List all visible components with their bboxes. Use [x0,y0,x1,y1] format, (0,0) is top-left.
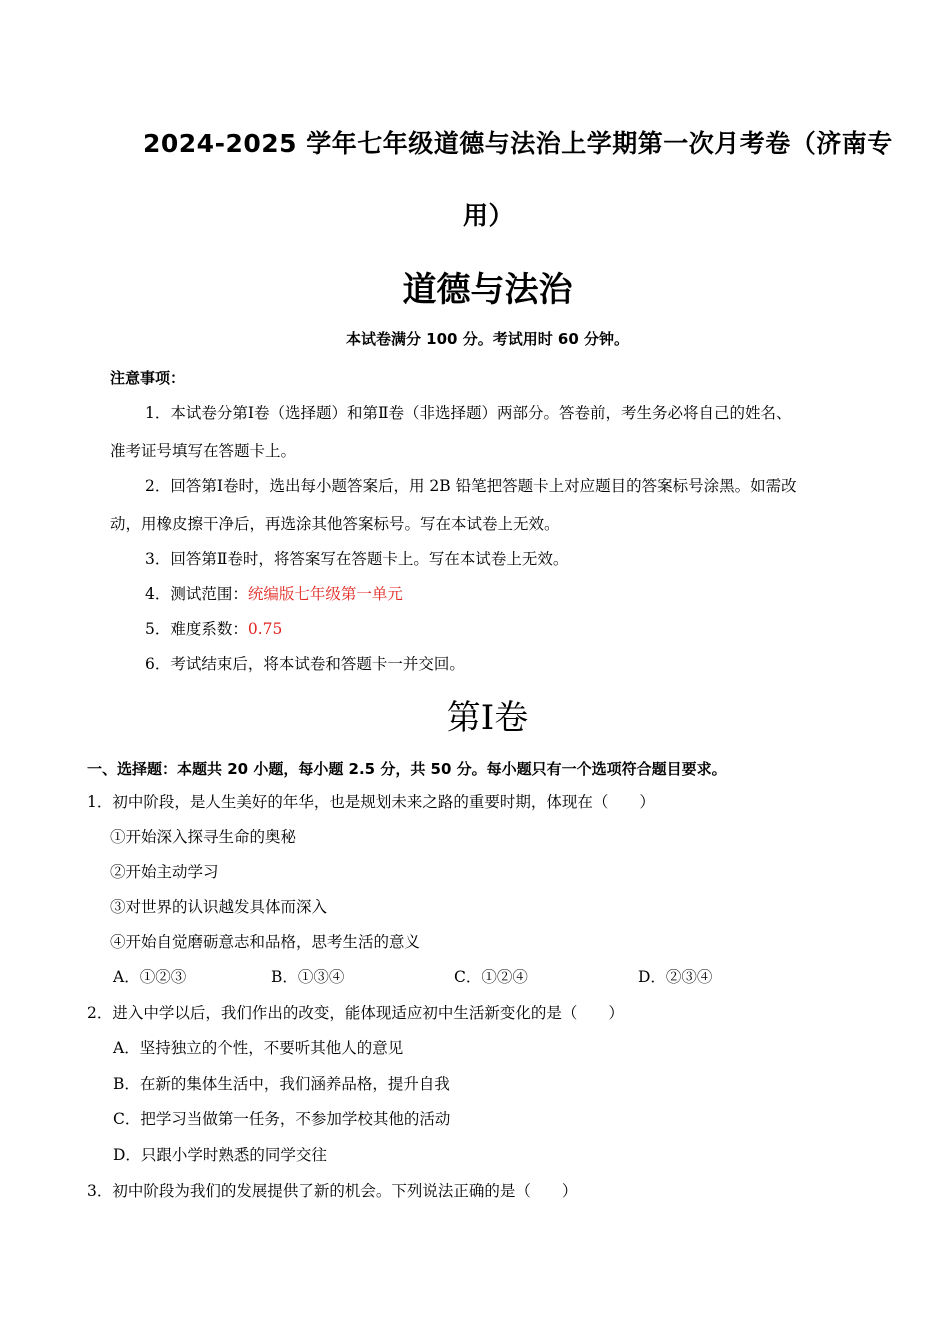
notice-item-5-label: 5．难度系数： [145,620,248,638]
question-1-option-c: C．①②④ [454,968,528,986]
notice-item-6: 6．考试结束后，将本试卷和答题卡一并交回。 [145,655,465,673]
question-1-stem: 1．初中阶段，是人生美好的年华，也是规划未来之路的重要时期，体现在（ ） [87,793,655,811]
question-1-option-a: A．①②③ [113,968,187,986]
question-2-option-a: A．坚持独立的个性，不要听其他人的意见 [113,1039,404,1057]
question-1-statement-4: ④开始自觉磨砺意志和品格，思考生活的意义 [110,933,421,951]
question-1-option-d: D．②③④ [638,968,713,986]
notice-heading: 注意事项： [110,369,186,387]
notice-item-4 [145,582,403,604]
question-1-statement-3: ③对世界的认识越发具体而深入 [110,898,328,916]
question-1-statement-1: ①开始深入探寻生命的奥秘 [110,828,297,846]
notice-item-1-line2: 准考证号填写在答题卡上。 [110,442,297,460]
question-2-option-b: B．在新的集体生活中，我们涵养品格，提升自我 [113,1075,450,1093]
notice-item-3: 3．回答第Ⅱ卷时，将答案写在答题卡上。写在本试卷上无效。 [145,550,569,568]
exam-info: 本试卷满分 100 分。考试用时 60 分钟。 [345,330,630,348]
question-2-option-c: C．把学习当做第一任务，不参加学校其他的活动 [113,1110,451,1128]
question-1-option-b: B．①③④ [271,968,345,986]
question-2-stem: 2．进入中学以后，我们作出的改变，能体现适应初中生活新变化的是（ ） [87,1004,624,1022]
question-1-statement-2: ②开始主动学习 [110,863,219,881]
notice-item-4-value: 统编版七年级第一单元 [247,585,403,603]
section-instruction: 一、选择题：本题共 20 小题，每小题 2.5 分，共 50 分。每小题只有一个选项符合题目要求。 [87,760,727,778]
notice-item-4-label: 4．测试范围： [145,585,248,603]
question-2-option-d: D．只跟小学时熟悉的同学交往 [113,1146,327,1164]
notice-item-5 [145,617,282,639]
question-3-stem: 3．初中阶段为我们的发展提供了新的机会。下列说法正确的是（ ） [87,1182,578,1200]
notice-item-1-line1: 1．本试卷分第Ⅰ卷（选择题）和第Ⅱ卷（非选择题）两部分。答卷前，考生务必将自己的姓名、 [145,404,792,422]
exam-title-line2: 用） [463,201,515,230]
notice-item-2-line2: 动，用橡皮擦干净后，再选涂其他答案标号。写在本试卷上无效。 [110,515,560,533]
volume-heading: 第Ⅰ卷 [446,698,529,738]
notice-item-5-value: 0.75 [247,620,283,638]
notice-item-2-line1: 2．回答第Ⅰ卷时，选出每小题答案后，用 2B 铅笔把答题卡上对应题目的答案标号涂黑。如需改 [145,477,797,495]
subject-heading: 道德与法治 [402,270,573,310]
exam-title-line1: 2024-2025 学年七年级道德与法治上学期第一次月考卷（济南专 [143,129,893,158]
